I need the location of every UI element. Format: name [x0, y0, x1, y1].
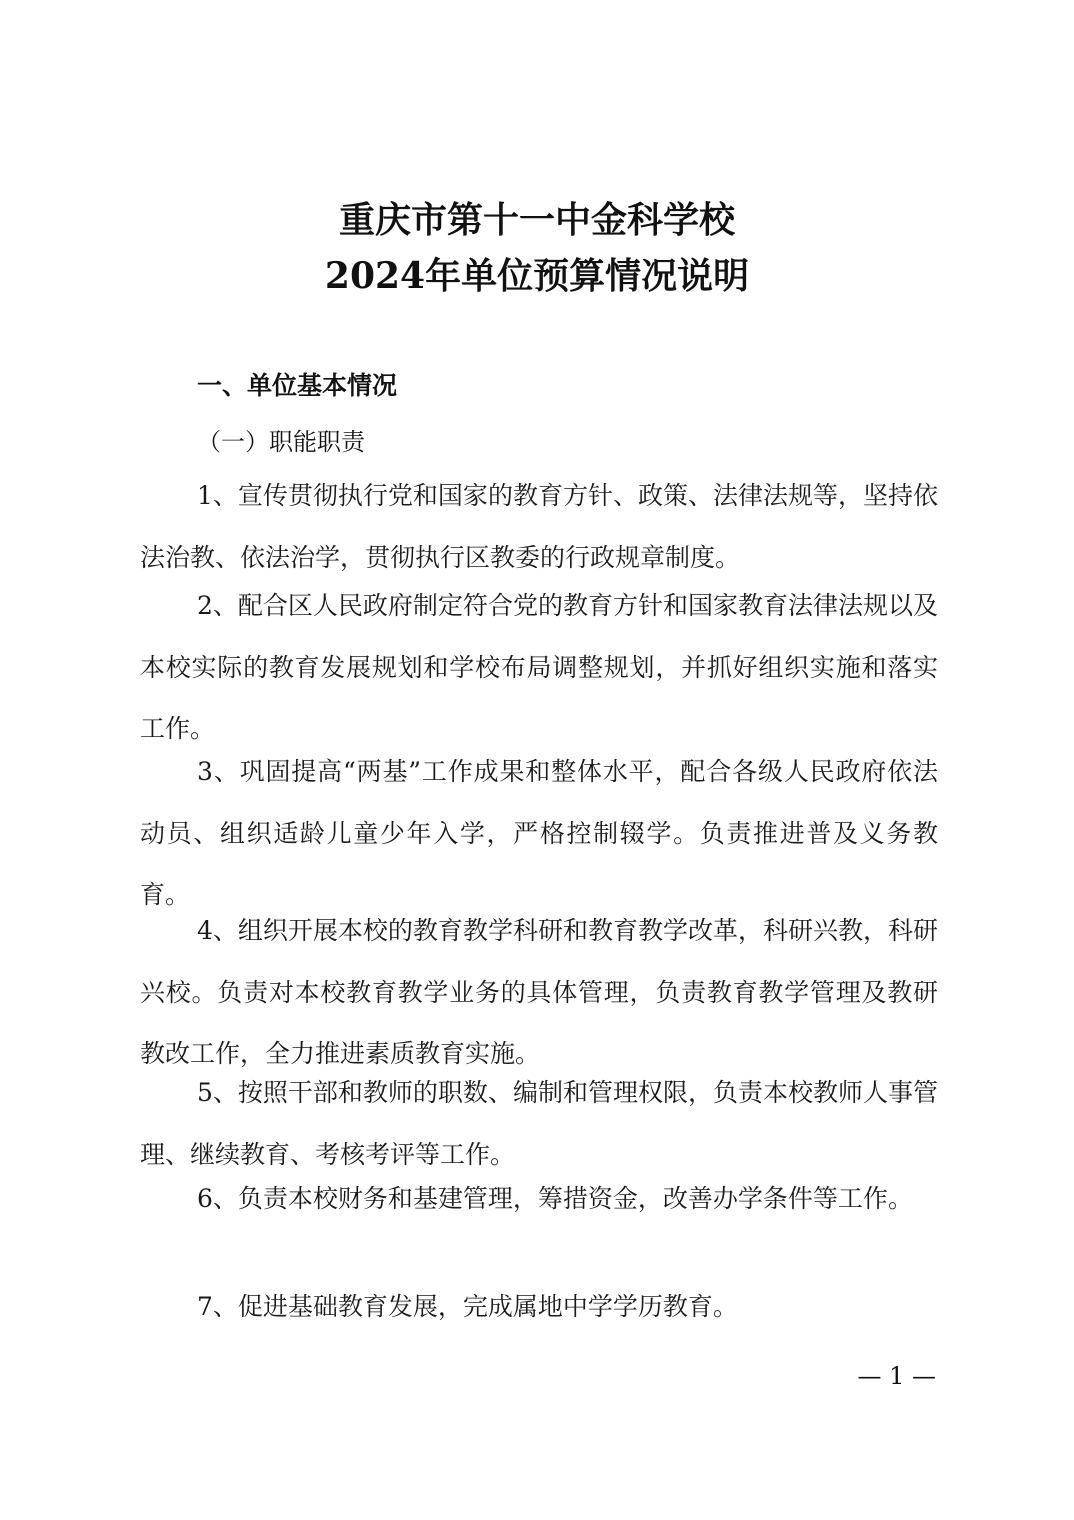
- document-title-line2: 2024年单位预算情况说明: [324, 255, 750, 297]
- paragraph-1: 1、宣传贯彻执行党和国家的教育方针、政策、法律法规等，坚持依法治教、依法治学，贯彻执行区教委的行政规章制度。: [140, 481, 938, 572]
- document-title-line1: 重庆市第十一中金科学校: [338, 199, 735, 241]
- paragraph-5: 5、按照干部和教师的职数、编制和管理权限，负责本校教师人事管理、继续教育、考核考评等工作。: [140, 1078, 938, 1169]
- page-number: — 1 —: [857, 1362, 936, 1390]
- section-heading: 一、单位基本情况: [197, 371, 398, 400]
- paragraph-7: 7、促进基础教育发展，完成属地中学学历教育。: [197, 1292, 738, 1321]
- subsection-heading: （一）职能职责: [197, 428, 365, 456]
- paragraph-2: 2、配合区人民政府制定符合党的教育方针和国家教育法律法规以及本校实际的教育发展规划和学校布局调整规划，并抓好组织实施和落实工作。: [140, 591, 938, 743]
- paragraph-4: 4、组织开展本校的教育教学科研和教育教学改革，科研兴教，科研兴校。负责对本校教育教学业务的具体管理，负责教育教学管理及教研教改工作，全力推进素质教育实施。: [140, 916, 938, 1068]
- paragraph-3: 3、巩固提高“两基”工作成果和整体水平，配合各级人民政府依法动员、组织适龄儿童少年入学，严格控制辍学。负责推进普及义务教育。: [140, 757, 938, 909]
- paragraph-6: 6、负责本校财务和基建管理，筹措资金，改善办学条件等工作。: [197, 1184, 913, 1213]
